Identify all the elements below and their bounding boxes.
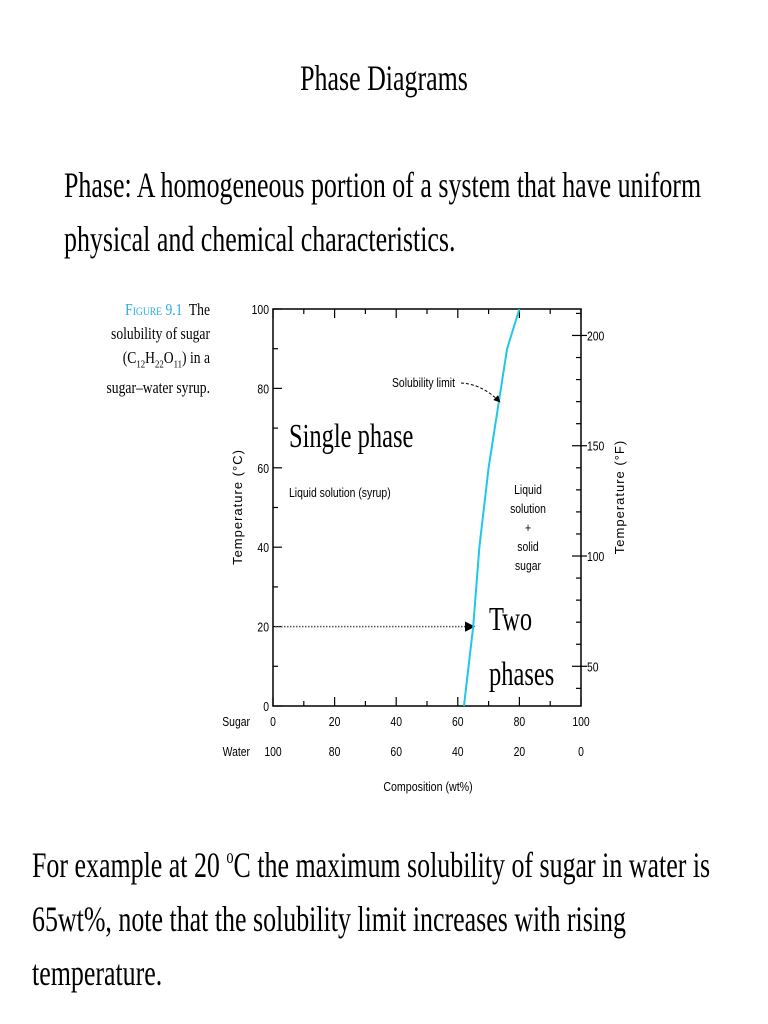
x-tick-label-water: 0 [578, 744, 584, 760]
x-tick-label-water: 20 [513, 744, 526, 760]
y-tick-label-right: 50 [587, 660, 599, 675]
y-tick-label-right: 100 [587, 549, 605, 565]
two-phase-region-label [510, 483, 546, 573]
caption-line-1: The [188, 300, 210, 319]
x-tick-label-water: 40 [452, 744, 464, 760]
solubility-limit-leader [461, 383, 500, 402]
caption-line-3: $(C_{12}H_{22}O_{11})$ in a [122, 348, 210, 371]
solubility-limit-label: Solubility limit [392, 375, 455, 391]
y-axis-right-title: Temperature (°F) [612, 439, 627, 555]
definition-line-1: Phase: A homogeneous portion of a system that have uniform [64, 165, 702, 205]
x-tick-label-sugar: 60 [452, 714, 464, 730]
example-line-1: For example at 20 $^o$C the maximum solubility of sugar in water is [32, 845, 711, 885]
x-tick-label-water: 80 [328, 744, 341, 760]
two-phases-label-line-2: phases [489, 656, 555, 694]
region-label-line: Liquid [514, 482, 542, 498]
y-tick-label-left: 80 [257, 382, 270, 397]
y-tick-label-right: 200 [587, 329, 605, 344]
y-tick-label-left: 60 [257, 461, 270, 477]
x-row-name-water: Water [222, 744, 250, 760]
single-phase-label: Single phase [289, 418, 414, 456]
y-tick-label-right: 150 [587, 439, 605, 455]
x-tick-label-sugar: 100 [572, 714, 590, 730]
slide-title: Phase Diagrams [300, 58, 468, 98]
example-line-2: 65wt%, note that the solubility limit increases with rising [32, 899, 626, 939]
example-text [32, 838, 752, 1000]
region-label-line: + [524, 520, 532, 536]
x-tick-label-sugar: 20 [328, 714, 341, 730]
example-line-3: temperature. [32, 953, 163, 993]
y-tick-label-left: 100 [251, 302, 270, 318]
two-phases-label-line-1: Two [489, 601, 533, 639]
figure-label: Figure 9.1 [125, 300, 183, 319]
x-row-name-sugar: Sugar [222, 714, 250, 730]
x-axis-title: Composition (wt%) [383, 778, 473, 795]
liquid-syrup-label: Liquid solution (syrup) [289, 485, 391, 501]
x-tick-label-water: 100 [264, 744, 282, 760]
caption-line-4: sugar–water syrup. [106, 378, 210, 398]
y-tick-label-left: 20 [257, 620, 270, 635]
definition-line-2: physical and chemical characteristics. [64, 219, 456, 259]
region-label-line: sugar [514, 558, 542, 574]
y-tick-label-left: 40 [257, 541, 270, 556]
caption-line-2: solubility of sugar [111, 324, 210, 343]
y-axis-left-title: Temperature (°C) [230, 449, 245, 565]
y-tick-label-left: 0 [263, 699, 269, 715]
x-tick-label-sugar: 80 [513, 714, 526, 730]
region-label-line: solid [517, 539, 539, 555]
region-label-line: solution [510, 501, 546, 517]
x-tick-label-water: 60 [390, 744, 402, 760]
x-tick-label-sugar: 0 [270, 714, 276, 730]
x-tick-label-sugar: 40 [390, 714, 402, 730]
